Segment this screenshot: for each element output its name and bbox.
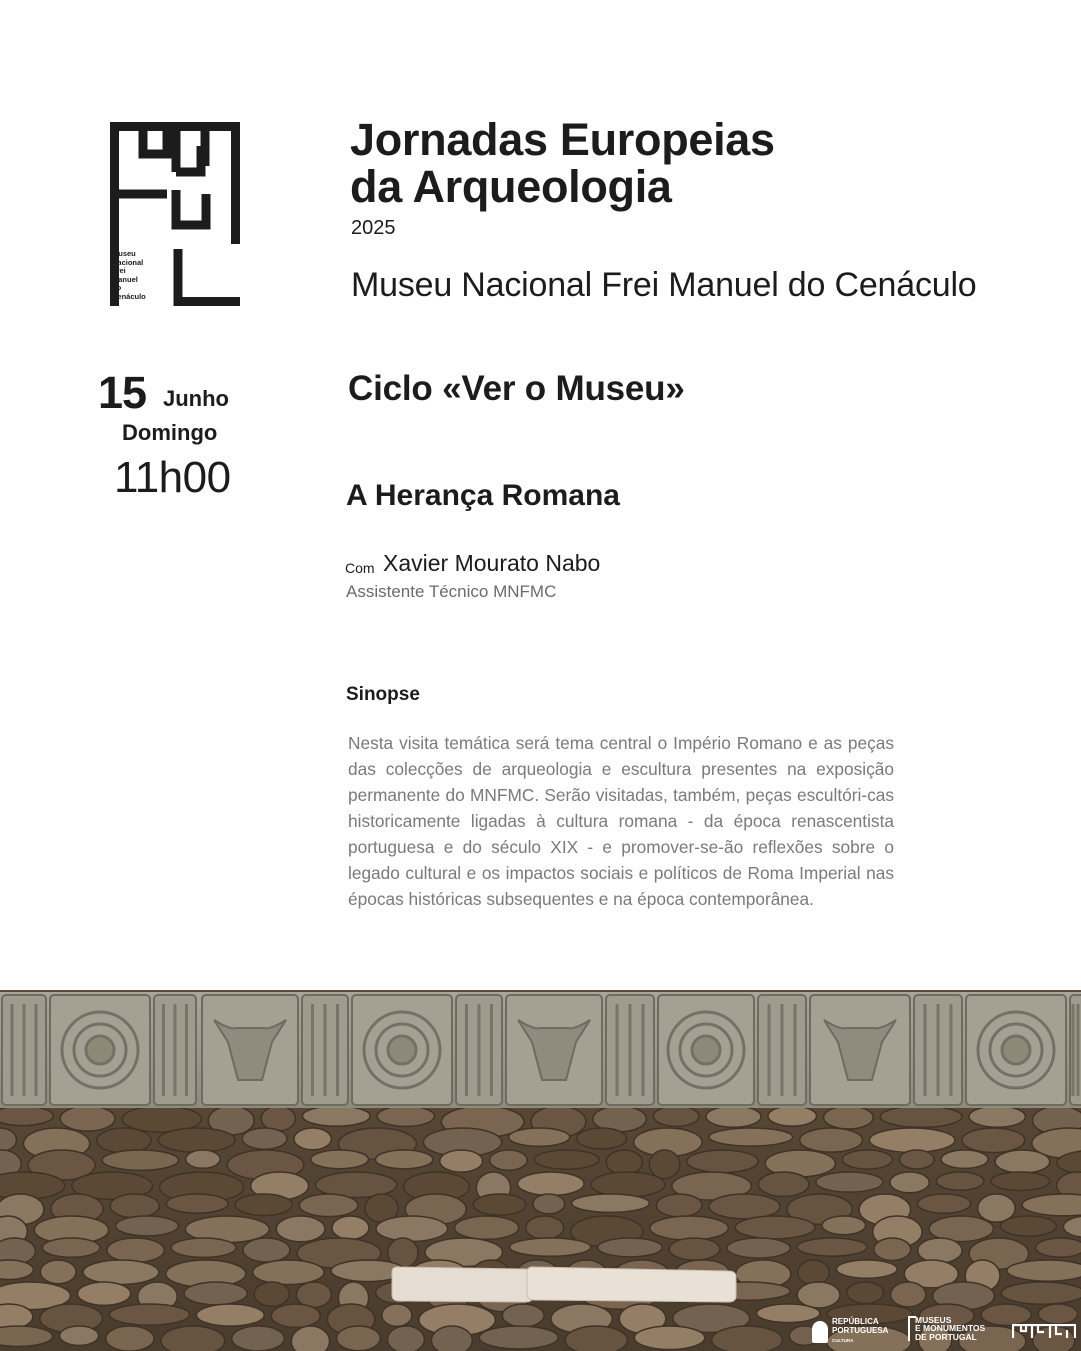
logo-caption-line: Manuel xyxy=(112,274,138,284)
museum-name: Museu Nacional Frei Manuel do Cenáculo xyxy=(351,266,977,304)
logo-text: MUSEUS xyxy=(915,1315,952,1325)
logo-text: DE PORTUGAL xyxy=(915,1331,977,1342)
logo-caption-line: Frei xyxy=(112,266,126,276)
title-line: Jornadas Europeias xyxy=(350,114,775,165)
year: 2025 xyxy=(351,217,396,239)
roman-frieze-photo xyxy=(0,990,1081,1351)
logo-caption-line: Nacional xyxy=(112,257,144,267)
logo-text: PORTUGUESA xyxy=(832,1325,889,1335)
date-month: Junho xyxy=(163,386,229,411)
event-title: A Herança Romana xyxy=(346,479,620,512)
logo-subtext: CULTURA xyxy=(832,1338,854,1343)
cycle-title: Ciclo «Ver o Museu» xyxy=(348,369,685,408)
synopsis-text: Nesta visita temática será tema central o Império Romano e as peças das colecções de arqueologia e escultura presentes na exposição permanente do MNFMC. Serão visitadas, também, peças escultóri-cas historicamente ligadas à cultura romana - da época renascentista portuguesa e do século XIX - e promover-se-ão reflexões sobre o legado cultural e os impactos sociais e políticos de Roma Imperial nas épocas históricas subsequentes e na época contemporânea. xyxy=(348,733,894,909)
logo-text: E MONUMENTOS xyxy=(915,1323,986,1334)
event-series-title xyxy=(350,116,775,210)
date-weekday: Domingo xyxy=(122,420,218,445)
logo-caption-line: do xyxy=(112,283,122,293)
republica-portuguesa-logo xyxy=(812,1318,888,1346)
date-day: 15 xyxy=(98,367,147,418)
museus-monumentos-logo xyxy=(908,1316,985,1341)
with-label: Com xyxy=(345,560,375,576)
event-time: 11h00 xyxy=(114,453,231,502)
synopsis-heading: Sinopse xyxy=(346,684,420,705)
logo-caption-line: Museu xyxy=(112,249,136,258)
speaker-name: Xavier Mourato Nabo xyxy=(383,550,601,576)
logo-caption-line: Cenáculo xyxy=(112,291,146,301)
logo-caption xyxy=(112,250,146,302)
mnfmc-logo-icon xyxy=(1012,1324,1076,1338)
title-line: da Arqueologia xyxy=(350,161,672,212)
logo-text: REPÚBLICA xyxy=(832,1317,879,1326)
speaker-role: Assistente Técnico MNFMC xyxy=(346,582,557,601)
republica-shield-icon xyxy=(812,1321,828,1343)
